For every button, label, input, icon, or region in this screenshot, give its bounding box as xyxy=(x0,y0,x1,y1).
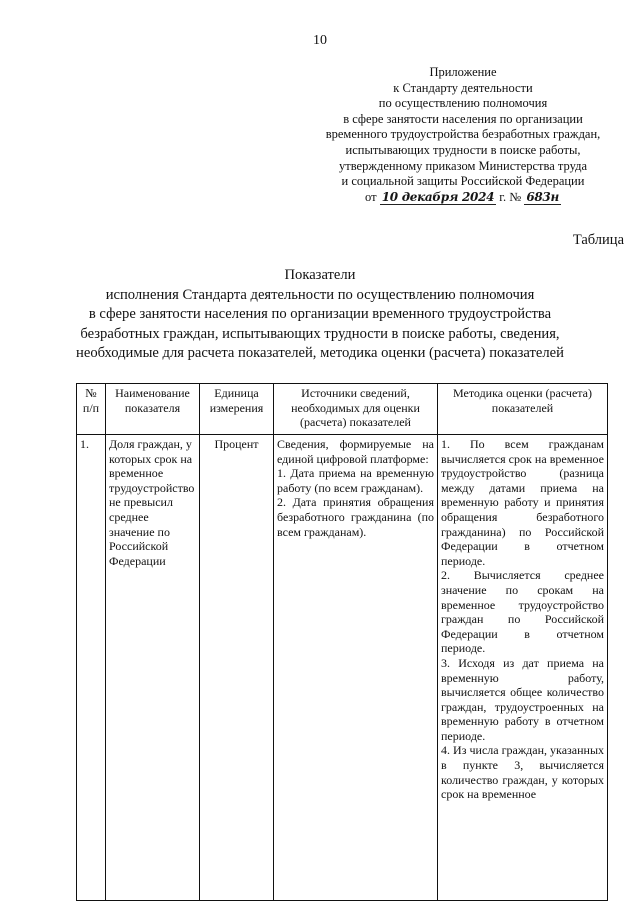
title-line: безработных граждан, испытывающих трудности в поиске работы, сведения, xyxy=(80,325,560,342)
appendix-line: и социальной защиты Российской Федерации xyxy=(341,174,585,189)
table-header-row xyxy=(77,384,608,435)
method-paragraph: 1. По всем гражданам вычисляется срок на временное трудоустройство (разница между датами приема на временную работу и принятия обращения безработного гражданина) по Российской Федерации в отчетном периоде. xyxy=(441,437,604,568)
title-line: Показатели xyxy=(284,267,356,283)
header-indicator-name: Наименование показателя xyxy=(106,384,200,435)
order-line xyxy=(300,190,626,206)
appendix-line: утвержденному приказом Министерства труда xyxy=(338,158,588,173)
appendix-line: в сфере занятости населения по организации xyxy=(343,111,583,126)
table-row xyxy=(77,435,608,901)
method-paragraph: 4. Из числа граждан, указанных в пункте 3, вычисляется количество граждан, у которых срок на временное xyxy=(441,743,604,802)
indicator-name: Доля граждан, у которых срок на временное трудоустройство не превысил среднее значение по Российской Федерации xyxy=(106,435,200,901)
page-number: 10 xyxy=(313,33,327,48)
method-cell xyxy=(438,435,608,901)
header-method: Методика оценки (расчета) показателей xyxy=(438,384,608,435)
handwritten-order-number: 683н xyxy=(526,189,559,204)
order-prefix: от xyxy=(365,189,377,204)
appendix-line: испытывающих трудности в поиске работы, xyxy=(345,142,581,157)
source-paragraph: Сведения, формируемые на единой цифровой платформе: xyxy=(277,437,434,466)
appendix-line: временного трудоустройства безработных граждан, xyxy=(325,127,601,142)
header-number: № п/п xyxy=(77,384,106,435)
method-paragraph: 3. Исходя из дат приема на временную работу, вычисляется общее количество граждан, трудоустроенных на временную работу в отчетном периоде. xyxy=(441,655,604,743)
appendix-block xyxy=(300,65,626,205)
title-line: необходимые для расчета показателей, методика оценки (расчета) показателей xyxy=(76,345,564,361)
sources-cell xyxy=(274,435,438,901)
order-year-suffix: г. № xyxy=(499,189,522,204)
source-paragraph: 2. Дата принятия обращения безработного гражданина (по всем гражданам). xyxy=(277,495,434,539)
indicators-table xyxy=(76,383,608,901)
row-number: 1. xyxy=(77,435,106,901)
unit-of-measure: Процент xyxy=(200,435,274,901)
header-sources: Источники сведений, необходимых для оценки (расчета) показателей xyxy=(274,384,438,435)
appendix-line: по осуществлению полномочия xyxy=(378,96,548,111)
appendix-line: к Стандарту деятельности xyxy=(393,80,533,95)
handwritten-order-date: 10 декабря 2024 xyxy=(381,189,495,204)
source-paragraph: 1. Дата приема на временную работу (по всем гражданам). xyxy=(277,466,434,495)
title-line: исполнения Стандарта деятельности по осуществлению полномочия xyxy=(105,286,535,303)
method-paragraph: 2. Вычисляется среднее значение по срокам на временное трудоустройство граждан по Российской Федерации в отчетном периоде. xyxy=(441,568,604,656)
header-unit: Единица измерения xyxy=(200,384,274,435)
title-line: в сфере занятости населения по организации временного трудоустройства xyxy=(88,306,552,322)
table-label: Таблица xyxy=(572,232,624,248)
appendix-line: Приложение xyxy=(429,65,497,79)
document-title xyxy=(0,266,640,364)
